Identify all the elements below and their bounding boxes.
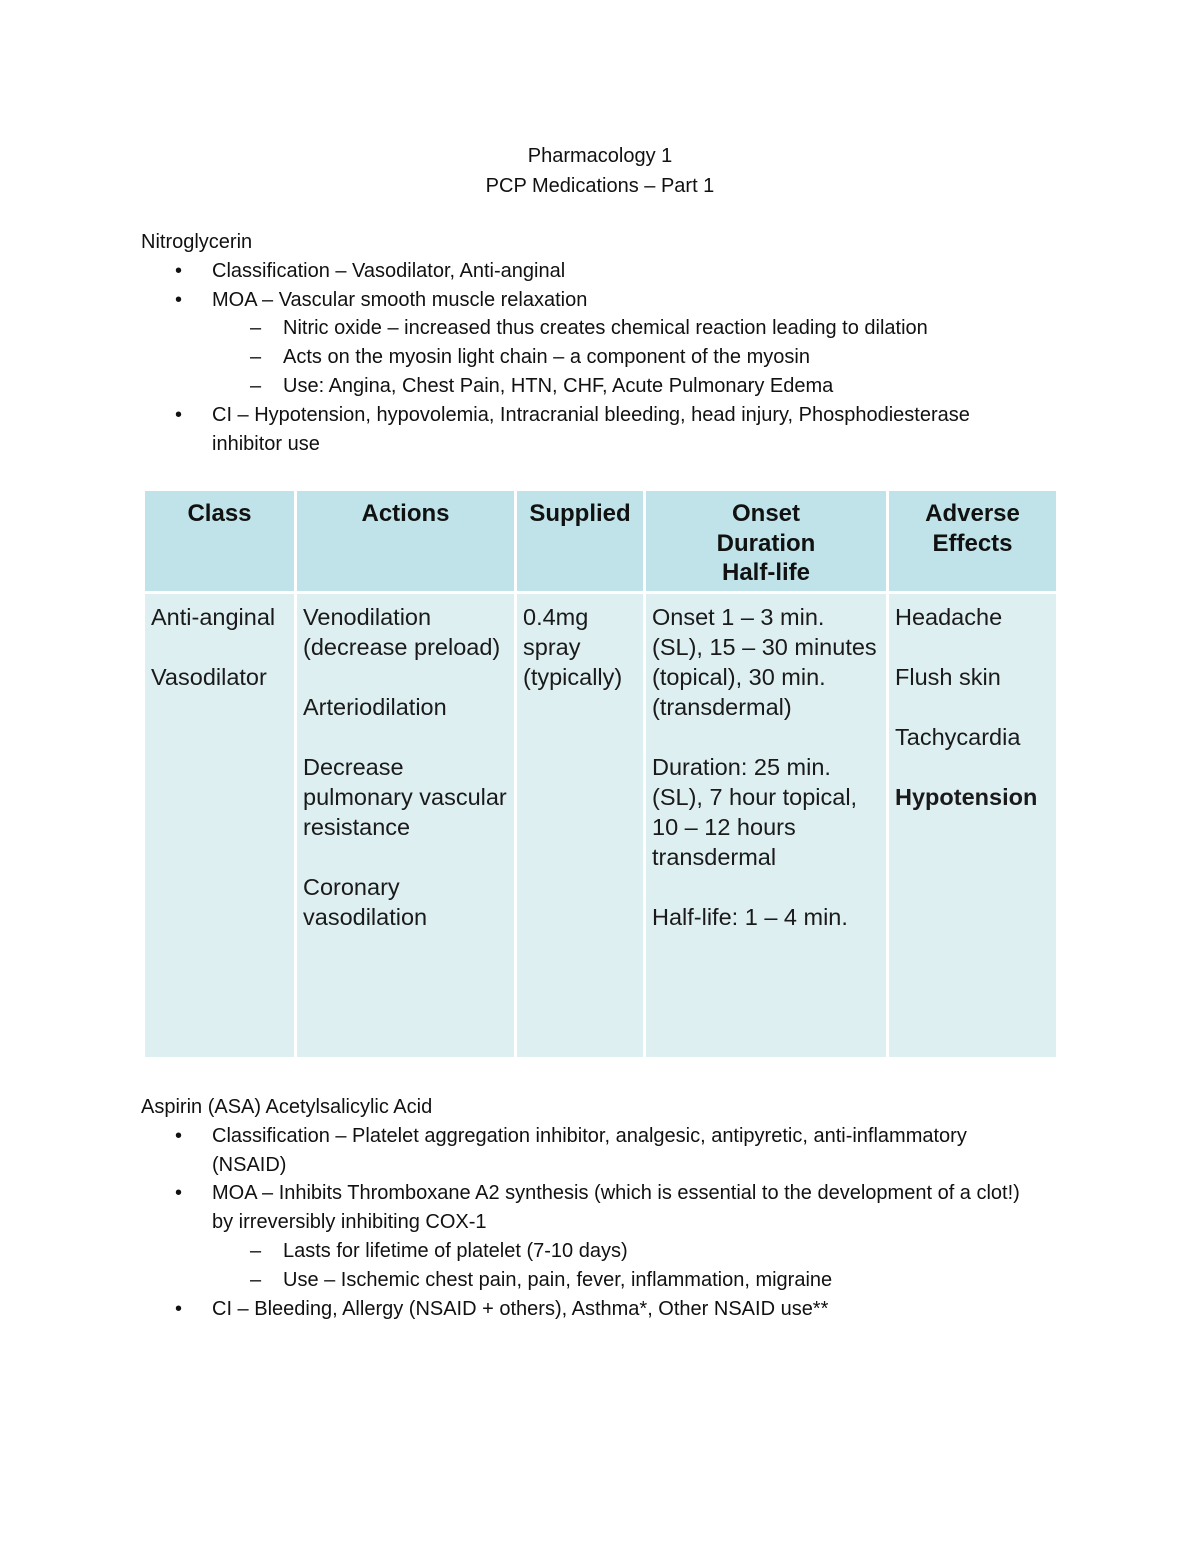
nitro-moa: MOA – Vascular smooth muscle relaxation bbox=[212, 288, 588, 311]
document-subtitle: PCP Medications – Part 1 bbox=[485, 175, 715, 197]
cell-adverse: Headache Flush skin Tachycardia Hypotension bbox=[888, 593, 1058, 1059]
nitroglycerin-heading: Nitroglycerin bbox=[141, 231, 253, 253]
aspirin-heading: Aspirin (ASA) Acetylsalicylic Acid bbox=[141, 1096, 433, 1118]
asa-ci: • CI – Bleeding, Allergy (NSAID + others), Asthma*, Other NSAID use** bbox=[141, 1295, 1041, 1324]
cell-onset: Onset 1 – 3 min. (SL), 15 – 30 minutes (topical), 30 min. (transdermal) Duration: 25 min. (SL), 7 hour topical, 10 – 12 hours transdermal Half-life: 1 – 4 min. bbox=[645, 593, 888, 1059]
nitro-moa-sub-item: – Use: Angina, Chest Pain, HTN, CHF, Acute Pulmonary Edema bbox=[212, 372, 1041, 401]
header-supplied: Supplied bbox=[516, 490, 645, 593]
nitro-ci: • CI – Hypotension, hypovolemia, Intracranial bleeding, head injury, Phosphodiesterase inhibitor use bbox=[141, 401, 1041, 459]
nitro-moa-item bbox=[141, 286, 1041, 401]
nitroglycerin-section bbox=[141, 228, 1041, 458]
document-title: Pharmacology 1 bbox=[527, 145, 673, 167]
document-header bbox=[0, 141, 1200, 201]
nitro-moa-sub-item: – Acts on the myosin light chain – a component of the myosin bbox=[212, 343, 1041, 372]
aspirin-list bbox=[141, 1122, 1041, 1324]
nitroglycerin-table bbox=[142, 488, 1059, 1060]
nitroglycerin-list bbox=[141, 257, 1041, 459]
table-header-row bbox=[144, 490, 1058, 593]
header-onset-duration-half-life: Onset Duration Half-life bbox=[645, 490, 888, 593]
header-actions: Actions bbox=[296, 490, 516, 593]
asa-moa-sublist bbox=[212, 1237, 1041, 1295]
asa-moa: MOA – Inhibits Thromboxane A2 synthesis (which is essential to the development of a clot!) by irreversibly inhibiting COX-1 bbox=[212, 1182, 1020, 1234]
cell-actions: Venodilation (decrease preload) Arteriodilation Decrease pulmonary vascular resistance Coronary vasodilation bbox=[296, 593, 516, 1059]
asa-moa-item bbox=[141, 1179, 1041, 1294]
header-adverse-effects: Adverse Effects bbox=[888, 490, 1058, 593]
nitro-moa-sub-item: – Nitric oxide – increased thus creates chemical reaction leading to dilation bbox=[212, 314, 1041, 343]
header-class: Class bbox=[144, 490, 296, 593]
cell-class: Anti-anginal Vasodilator bbox=[144, 593, 296, 1059]
asa-moa-sub-item: – Use – Ischemic chest pain, pain, fever, inflammation, migraine bbox=[212, 1266, 1041, 1295]
asa-moa-sub-item: – Lasts for lifetime of platelet (7-10 days) bbox=[212, 1237, 1041, 1266]
cell-supplied: 0.4mg spray (typically) bbox=[516, 593, 645, 1059]
asa-classification: • Classification – Platelet aggregation inhibitor, analgesic, antipyretic, anti-inflammatory (NSAID) bbox=[141, 1122, 1041, 1180]
nitro-moa-sublist bbox=[212, 314, 1041, 400]
table-row bbox=[144, 593, 1058, 1059]
nitro-classification: • Classification – Vasodilator, Anti-anginal bbox=[141, 257, 1041, 286]
aspirin-section bbox=[141, 1093, 1041, 1323]
